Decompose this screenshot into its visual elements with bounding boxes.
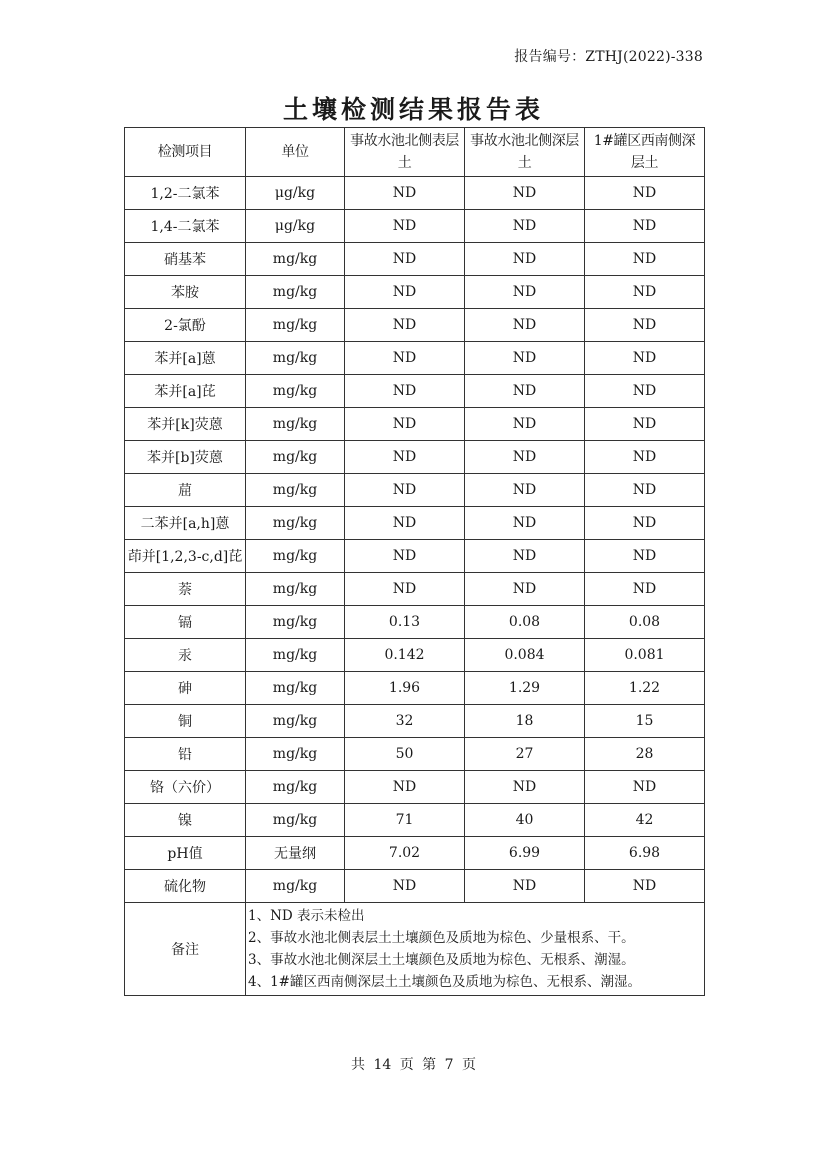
table-row [125, 276, 705, 309]
cell-sample-2: ND [465, 771, 585, 804]
cell-sample-1: ND [345, 243, 465, 276]
table-row [125, 441, 705, 474]
cell-sample-2: 1.29 [465, 672, 585, 705]
table-row [125, 342, 705, 375]
cell-sample-3: ND [585, 342, 705, 375]
cell-sample-1: ND [345, 507, 465, 540]
cell-sample-3: 42 [585, 804, 705, 837]
cell-unit: μg/kg [246, 210, 345, 243]
cell-sample-3: ND [585, 375, 705, 408]
cell-unit: mg/kg [246, 672, 345, 705]
cell-item: 2-氯酚 [125, 309, 246, 342]
cell-sample-1: ND [345, 771, 465, 804]
cell-sample-3: 0.081 [585, 639, 705, 672]
cell-item: 茚并[1,2,3-c,d]芘 [125, 540, 246, 573]
page-title: 土壤检测结果报告表 [282, 95, 544, 124]
table-row [125, 870, 705, 903]
cell-item: 镉 [125, 606, 246, 639]
cell-sample-2: ND [465, 309, 585, 342]
table-row [125, 573, 705, 606]
cell-sample-1: ND [345, 276, 465, 309]
cell-sample-2: ND [465, 210, 585, 243]
cell-item: 苯并[k]荧蒽 [125, 408, 246, 441]
table-row [125, 672, 705, 705]
cell-sample-2: 6.99 [465, 837, 585, 870]
cell-sample-2: ND [465, 243, 585, 276]
header-item: 检测项目 [125, 128, 246, 177]
table-row [125, 771, 705, 804]
cell-unit: mg/kg [246, 243, 345, 276]
cell-sample-1: 7.02 [345, 837, 465, 870]
cell-item: 1,2-二氯苯 [125, 177, 246, 210]
remarks-row [125, 903, 705, 996]
cell-unit: mg/kg [246, 276, 345, 309]
header-sample-1: 事故水池北侧表层土 [345, 128, 465, 177]
cell-sample-2: 27 [465, 738, 585, 771]
cell-sample-3: ND [585, 408, 705, 441]
table-row [125, 177, 705, 210]
table-header-row [125, 128, 705, 177]
cell-sample-2: ND [465, 540, 585, 573]
cell-sample-1: ND [345, 870, 465, 903]
cell-sample-3: ND [585, 771, 705, 804]
cell-unit: mg/kg [246, 342, 345, 375]
cell-unit: mg/kg [246, 705, 345, 738]
cell-sample-3: ND [585, 243, 705, 276]
cell-sample-1: 1.96 [345, 672, 465, 705]
table-row [125, 375, 705, 408]
cell-sample-1: ND [345, 375, 465, 408]
cell-unit: mg/kg [246, 606, 345, 639]
cell-sample-3: 6.98 [585, 837, 705, 870]
cell-item: 䓛 [125, 474, 246, 507]
cell-item: 砷 [125, 672, 246, 705]
cell-sample-2: ND [465, 441, 585, 474]
cell-sample-2: 0.084 [465, 639, 585, 672]
cell-sample-1: ND [345, 540, 465, 573]
cell-unit: mg/kg [246, 573, 345, 606]
table-row [125, 804, 705, 837]
cell-sample-3: 0.08 [585, 606, 705, 639]
remark-note: 3、事故水池北侧深层土土壤颜色及质地为棕色、无根系、潮湿。 [248, 952, 635, 968]
table-row [125, 210, 705, 243]
table-row [125, 606, 705, 639]
cell-sample-3: ND [585, 210, 705, 243]
results-table [124, 127, 705, 996]
table-row [125, 540, 705, 573]
table-row [125, 474, 705, 507]
cell-sample-3: 1.22 [585, 672, 705, 705]
table-row [125, 639, 705, 672]
cell-item: 苯并[b]荧蒽 [125, 441, 246, 474]
remark-note: 2、事故水池北侧表层土土壤颜色及质地为棕色、少量根系、干。 [248, 930, 635, 946]
cell-item: 苯胺 [125, 276, 246, 309]
cell-sample-1: 0.13 [345, 606, 465, 639]
cell-sample-1: ND [345, 573, 465, 606]
page-footer: 共 14 页 第 7 页 [351, 1057, 476, 1073]
cell-sample-2: ND [465, 342, 585, 375]
cell-sample-1: ND [345, 441, 465, 474]
cell-item: 苯并[a]芘 [125, 375, 246, 408]
cell-sample-2: ND [465, 375, 585, 408]
cell-sample-3: ND [585, 177, 705, 210]
cell-sample-2: ND [465, 870, 585, 903]
remarks-label: 备注 [125, 903, 246, 996]
cell-sample-2: ND [465, 507, 585, 540]
cell-sample-3: 28 [585, 738, 705, 771]
cell-item: 镍 [125, 804, 246, 837]
cell-unit: mg/kg [246, 870, 345, 903]
cell-unit: mg/kg [246, 639, 345, 672]
cell-sample-1: ND [345, 474, 465, 507]
cell-item: 硫化物 [125, 870, 246, 903]
cell-sample-3: ND [585, 309, 705, 342]
cell-sample-3: ND [585, 870, 705, 903]
cell-sample-2: ND [465, 474, 585, 507]
cell-sample-1: 71 [345, 804, 465, 837]
cell-unit: mg/kg [246, 474, 345, 507]
cell-sample-1: ND [345, 408, 465, 441]
cell-item: pH值 [125, 837, 246, 870]
cell-item: 汞 [125, 639, 246, 672]
cell-sample-2: 18 [465, 705, 585, 738]
cell-unit: mg/kg [246, 441, 345, 474]
table-row [125, 408, 705, 441]
cell-sample-3: ND [585, 276, 705, 309]
table-row [125, 309, 705, 342]
cell-unit: mg/kg [246, 408, 345, 441]
cell-unit: mg/kg [246, 309, 345, 342]
remark-note: 4、1#罐区西南侧深层土土壤颜色及质地为棕色、无根系、潮湿。 [248, 974, 641, 990]
header-sample-3: 1#罐区西南侧深层土 [585, 128, 705, 177]
cell-sample-3: ND [585, 573, 705, 606]
cell-sample-3: ND [585, 441, 705, 474]
cell-unit: mg/kg [246, 375, 345, 408]
remark-note: 1、ND 表示未检出 [248, 908, 365, 924]
cell-sample-1: ND [345, 309, 465, 342]
cell-sample-1: ND [345, 177, 465, 210]
cell-unit: mg/kg [246, 804, 345, 837]
cell-sample-1: 50 [345, 738, 465, 771]
cell-item: 1,4-二氯苯 [125, 210, 246, 243]
table-row [125, 738, 705, 771]
cell-unit: mg/kg [246, 507, 345, 540]
table-row [125, 837, 705, 870]
cell-item: 二苯并[a,h]蒽 [125, 507, 246, 540]
cell-sample-2: ND [465, 276, 585, 309]
cell-unit: mg/kg [246, 540, 345, 573]
cell-unit: mg/kg [246, 738, 345, 771]
cell-sample-2: ND [465, 408, 585, 441]
header-sample-2: 事故水池北侧深层土 [465, 128, 585, 177]
table-row [125, 705, 705, 738]
cell-unit: μg/kg [246, 177, 345, 210]
cell-sample-2: 40 [465, 804, 585, 837]
header-unit: 单位 [246, 128, 345, 177]
remarks-content [246, 903, 705, 996]
report-number: 报告编号：ZTHJ(2022)-338 [514, 49, 703, 65]
cell-item: 铬（六价） [125, 771, 246, 804]
cell-sample-2: 0.08 [465, 606, 585, 639]
cell-item: 萘 [125, 573, 246, 606]
table-row [125, 507, 705, 540]
table-row [125, 243, 705, 276]
cell-item: 铜 [125, 705, 246, 738]
cell-sample-3: ND [585, 540, 705, 573]
cell-sample-2: ND [465, 177, 585, 210]
cell-unit: mg/kg [246, 771, 345, 804]
cell-sample-3: ND [585, 507, 705, 540]
cell-sample-1: 32 [345, 705, 465, 738]
cell-item: 苯并[a]蒽 [125, 342, 246, 375]
cell-sample-1: ND [345, 342, 465, 375]
cell-item: 硝基苯 [125, 243, 246, 276]
cell-unit: 无量纲 [246, 837, 345, 870]
cell-sample-1: ND [345, 210, 465, 243]
cell-sample-3: ND [585, 474, 705, 507]
cell-sample-2: ND [465, 573, 585, 606]
cell-item: 铅 [125, 738, 246, 771]
cell-sample-1: 0.142 [345, 639, 465, 672]
cell-sample-3: 15 [585, 705, 705, 738]
